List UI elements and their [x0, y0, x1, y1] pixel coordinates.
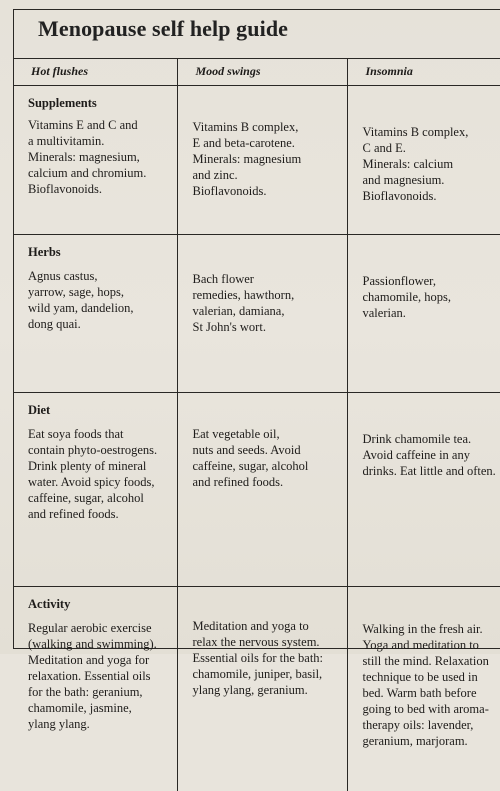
cell-text: Eat soya foods that contain phyto-oestrogens. Drink plenty of mineral water. Avoid spicy foods, caffeine, sugar, alcohol and refined foods. — [28, 426, 177, 522]
cell-activity-insomnia — [347, 587, 500, 791]
cell-text: Meditation and yoga to relax the nervous system. Essential oils for the bath: chamomile, juniper, basil, ylang ylang, geranium. — [193, 618, 347, 698]
row-label-diet: Diet — [28, 402, 177, 418]
table-row-supplements — [13, 86, 500, 235]
cell-supplements-mood-swings — [177, 86, 347, 235]
cell-herbs-insomnia — [347, 235, 500, 393]
cell-text: Bach flower remedies, hawthorn, valerian, damiana, St John's wort. — [193, 271, 347, 335]
cell-diet-mood-swings — [177, 393, 347, 587]
cell-text: Regular aerobic exercise (walking and swimming). Meditation and yoga for relaxation. Essential oils for the bath: geranium, chamomile, jasmine, ylang ylang. — [28, 620, 177, 732]
cell-text: Walking in the fresh air. Yoga and meditation to still the mind. Relaxation technique to be used in bed. Warm bath before going to bed with aroma- therapy oils: lavender, geranium, marjoram. — [363, 621, 500, 749]
cell-activity-mood-swings — [177, 587, 347, 791]
page-title: Menopause self help guide — [38, 16, 288, 42]
cell-text: Drink chamomile tea. Avoid caffeine in any drinks. Eat little and often. — [363, 431, 500, 479]
table-row-diet — [13, 393, 500, 587]
column-header-hot-flushes: Hot flushes — [13, 59, 177, 86]
row-label-activity: Activity — [28, 596, 177, 612]
column-header-insomnia: Insomnia — [347, 59, 500, 86]
table-row-activity — [13, 587, 500, 791]
cell-text: Eat vegetable oil, nuts and seeds. Avoid caffeine, sugar, alcohol and refined foods. — [193, 426, 347, 490]
cell-diet-hot-flushes — [13, 393, 177, 587]
cell-text: Vitamins E and C and a multivitamin. Minerals: magnesium, calcium and chromium. Bioflavonoids. — [28, 117, 177, 197]
cell-supplements-insomnia — [347, 86, 500, 235]
cell-text: Vitamins B complex, E and beta-carotene. Minerals: magnesium and zinc. Bioflavonoids. — [193, 119, 347, 199]
cell-diet-insomnia — [347, 393, 500, 587]
header-row — [13, 59, 500, 86]
cell-text: Passionflower, chamomile, hops, valerian. — [363, 273, 500, 321]
table-row-herbs — [13, 235, 500, 393]
cell-text: Vitamins B complex, C and E. Minerals: calcium and magnesium. Bioflavonoids. — [363, 124, 500, 204]
cell-activity-hot-flushes — [13, 587, 177, 791]
cell-supplements-hot-flushes — [13, 86, 177, 235]
row-label-supplements: Supplements — [28, 95, 177, 111]
cell-text: Agnus castus, yarrow, sage, hops, wild yam, dandelion, dong quai. — [28, 268, 177, 332]
cell-herbs-hot-flushes — [13, 235, 177, 393]
cell-herbs-mood-swings — [177, 235, 347, 393]
row-label-herbs: Herbs — [28, 244, 177, 260]
guide-table — [13, 58, 500, 791]
column-header-mood-swings: Mood swings — [177, 59, 347, 86]
